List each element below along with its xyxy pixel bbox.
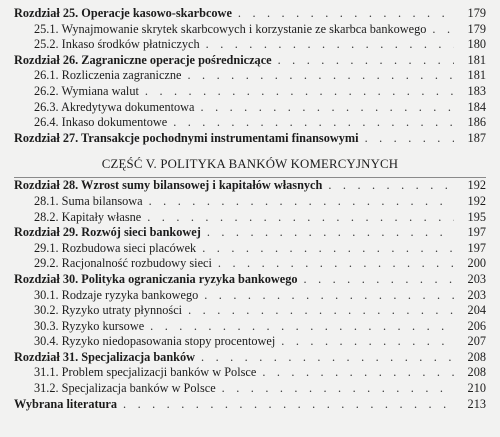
chapter-title: Rozdział 28. Wzrost sumy bilansowej i kapitałów własnych [14, 178, 323, 193]
page-number: 187 [467, 130, 486, 145]
chapter-title: Rozdział 29. Rozwój sieci bankowej [14, 225, 201, 240]
page-number: 181 [467, 52, 486, 67]
dot-leader [432, 22, 454, 38]
toc-chapter-row [0, 272, 500, 288]
toc-chapter-row [0, 225, 500, 241]
dot-leader [281, 334, 454, 350]
section-title: 25.2. Inkaso środków płatniczych [34, 37, 200, 52]
page-number: 208 [467, 349, 486, 364]
page-number: 203 [467, 271, 486, 286]
dot-leader [202, 241, 454, 257]
page-number: 179 [467, 6, 486, 20]
section-title: 26.4. Inkaso dokumentowe [34, 115, 168, 130]
toc-section-row [0, 319, 500, 335]
page-number: 204 [467, 303, 486, 318]
dot-leader [204, 288, 454, 304]
dot-leader [201, 100, 454, 116]
dot-leader [188, 68, 455, 84]
chapter-title: Rozdział 30. Polityka ograniczania ryzyka bankowego [14, 271, 298, 286]
section-title: 28.2. Kapitały własne [34, 209, 142, 224]
dot-leader [222, 381, 454, 397]
page-number: 210 [467, 381, 486, 396]
toc-section-row [0, 100, 500, 116]
page-number: 203 [467, 287, 486, 302]
toc-chapter-row [0, 178, 500, 194]
page-number: 192 [467, 193, 486, 208]
dot-leader [147, 210, 454, 226]
toc-section-row [0, 84, 500, 100]
section-title: 26.1. Rozliczenia zagraniczne [34, 68, 182, 83]
page-number: 179 [467, 21, 486, 36]
section-title: 26.2. Wymiana walut [34, 83, 139, 98]
toc-section-row [0, 334, 500, 350]
toc-section-row [0, 381, 500, 397]
page-number: 208 [467, 365, 486, 380]
toc-section-row [0, 115, 500, 131]
dot-leader [278, 53, 454, 69]
page-number: 213 [467, 396, 486, 411]
page-number: 197 [467, 225, 486, 240]
page-number: 183 [467, 83, 486, 98]
section-title: 30.2. Ryzyko utraty płynności [34, 303, 183, 318]
dot-leader [123, 397, 454, 413]
section-title: 25.1. Wynajmowanie skrytek skarbcowych i korzystanie ze skarbca bankowego [34, 21, 427, 36]
toc-section-row [0, 194, 500, 210]
section-title: 31.2. Specjalizacja banków w Polsce [34, 381, 216, 396]
dot-leader [238, 6, 454, 22]
chapter-title: Rozdział 26. Zagraniczne operacje pośredniczące [14, 52, 272, 67]
toc-section-row [0, 303, 500, 319]
toc-section-row [0, 288, 500, 304]
toc-section-row [0, 365, 500, 381]
toc-chapter-row [0, 350, 500, 366]
toc-block-part-iv [0, 6, 500, 146]
chapter-title: Wybrana literatura [14, 396, 118, 411]
dot-leader [328, 178, 454, 194]
dot-leader [207, 225, 454, 241]
toc-section-row [0, 241, 500, 257]
section-title: 31.1. Problem specjalizacji banków w Polsce [34, 365, 257, 380]
page-number: 195 [467, 209, 486, 224]
dot-leader [218, 256, 454, 272]
toc-chapter-row [0, 53, 500, 69]
part-heading: CZĘŚĆ V. POLITYKA BANKÓW KOMERCYJNYCH [101, 157, 399, 172]
dot-leader [262, 365, 454, 381]
dot-leader [150, 319, 454, 335]
toc-section-row [0, 37, 500, 53]
page-number: 180 [467, 37, 486, 52]
page-number: 192 [467, 178, 486, 193]
dot-leader [173, 115, 454, 131]
page-number: 186 [467, 115, 486, 130]
page-number: 206 [467, 318, 486, 333]
dot-leader [304, 272, 454, 288]
section-title: 30.3. Ryzyko kursowe [34, 318, 145, 333]
chapter-title: Rozdział 27. Transakcje pochodnymi instrumentami finansowymi [14, 130, 359, 145]
dot-leader [365, 131, 454, 147]
toc-chapter-row [0, 6, 500, 22]
dot-leader [149, 194, 454, 210]
dot-leader [188, 303, 454, 319]
chapter-title: Rozdział 31. Specjalizacja banków [14, 349, 196, 364]
toc-section-row [0, 210, 500, 226]
table-of-contents [0, 6, 500, 412]
page-number: 197 [467, 240, 486, 255]
section-title: 28.1. Suma bilansowa [34, 193, 143, 208]
section-title: 29.1. Rozbudowa sieci placówek [34, 240, 197, 255]
page-number: 184 [467, 99, 486, 114]
page-number: 200 [467, 256, 486, 271]
page-number: 207 [467, 334, 486, 349]
dot-leader [145, 84, 454, 100]
section-title: 29.2. Racjonalność rozbudowy sieci [34, 256, 212, 271]
section-title: 26.3. Akredytywa dokumentowa [34, 99, 195, 114]
section-title: 30.1. Rodzaje ryzyka bankowego [34, 287, 199, 302]
chapter-title: Rozdział 25. Operacje kasowo-skarbcowe [14, 6, 232, 20]
toc-section-row [0, 22, 500, 38]
toc-chapter-row [0, 397, 500, 413]
page-number: 181 [467, 68, 486, 83]
section-title: 30.4. Ryzyko niedopasowania stopy procentowej [34, 334, 276, 349]
toc-section-row [0, 256, 500, 272]
toc-section-row [0, 68, 500, 84]
dot-leader [201, 350, 454, 366]
dot-leader [206, 37, 454, 53]
toc-block-part-v [0, 178, 500, 412]
toc-chapter-row [0, 131, 500, 147]
